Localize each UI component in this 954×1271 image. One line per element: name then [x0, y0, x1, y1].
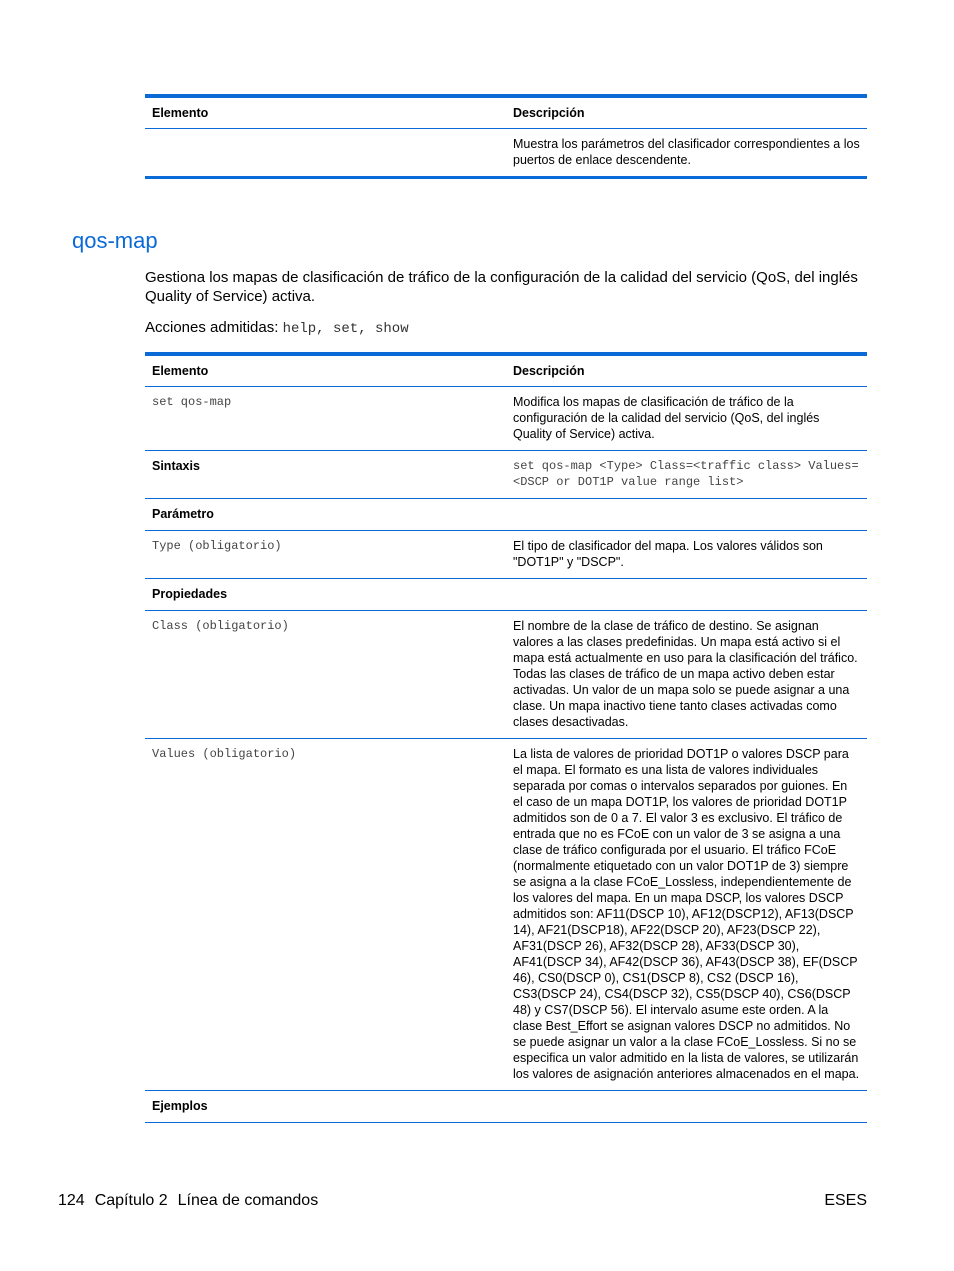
header-descripcion: Descripción: [506, 354, 867, 387]
table-header-row: [145, 354, 867, 387]
table-row-values: [145, 739, 867, 1091]
chapter-title: Línea de comandos: [177, 1192, 319, 1209]
page-footer-left: [58, 1192, 328, 1210]
cell-description: El nombre de la clase de tráfico de destino. Se asignan valores a las clases predefinidas. Un mapa está activo si el mapa está actualmente en uso para la clasificación del tráfico. Todas las clases de tráfico de un mapa activo deben estar activadas. Un valor de un mapa solo se puede asignar a una clase. Un mapa inactivo tiene tanto clases activadas como clases desactivadas.: [506, 611, 867, 739]
cell-element: Parámetro: [145, 499, 506, 531]
section-title: qos-map: [72, 228, 158, 253]
section-intro: Gestiona los mapas de clasificación de tráfico de la configuración de la calidad del servicio (QoS, del inglés Quality of Service) activa.: [145, 269, 858, 305]
table-top: [145, 94, 867, 179]
cell-element: Class (obligatorio): [145, 611, 506, 739]
cell-description: El tipo de clasificador del mapa. Los valores válidos son "DOT1P" y "DSCP".: [506, 531, 867, 579]
table-qos-map: [145, 352, 867, 1123]
chapter-label: Capítulo 2: [94, 1192, 168, 1209]
supported-actions: [145, 319, 409, 337]
cell-element: Ejemplos: [145, 1091, 506, 1123]
cell-description: [506, 579, 867, 611]
cell-description: Modifica los mapas de clasificación de tráfico de la configuración de la calidad del servicio (QoS, del inglés Quality of Service) activa.: [506, 387, 867, 451]
cell-element: [145, 129, 506, 178]
cell-element: Values (obligatorio): [145, 739, 506, 1091]
header-descripcion: Descripción: [506, 96, 867, 129]
table-row: [145, 129, 867, 178]
cell-syntax: set qos-map <Type> Class=<traffic class> Values=<DSCP or DOT1P value range list>: [506, 451, 867, 499]
cell-element: Propiedades: [145, 579, 506, 611]
cell-description: [506, 1091, 867, 1123]
table-row-parametro: [145, 499, 867, 531]
table-row-ejemplos: [145, 1091, 867, 1123]
cell-element: Sintaxis: [145, 451, 506, 499]
table-header-row: [145, 96, 867, 129]
header-elemento: Elemento: [145, 96, 506, 129]
page-number: 124: [58, 1192, 85, 1209]
actions-code: help, set, show: [282, 321, 409, 337]
table-row-sintaxis: [145, 451, 867, 499]
table-row-type: [145, 531, 867, 579]
table-row-class: [145, 611, 867, 739]
cell-description: [506, 499, 867, 531]
cell-description: La lista de valores de prioridad DOT1P o valores DSCP para el mapa. El formato es una lista de valores individuales separada por comas o intervalos separados por guiones. En el caso de un mapa DOT1P, los valores de prioridad DOT1P admitidos son de 0 a 7. El valor 3 es exclusivo. El tráfico de entrada que no es FCoE con un valor de 3 se asigna a una clase de tráfico configurada por el usuario. El tráfico FCoE (normalmente etiquetado con un valor DOT1P de 3) siempre se asigna a la clase FCoE_Lossless, independientemente de los valores del mapa. En un mapa DSCP, los valores DSCP admitidos son: AF11(DSCP 10), AF12(DSCP12), AF13(DSCP 14), AF21(DSCP18), AF22(DSCP 20), AF23(DSCP 22), AF31(DSCP 26), AF32(DSCP 28), AF33(DSCP 30), AF41(DSCP 34), AF42(DSCP 36), AF43(DSCP 38), EF(DSCP 46), CS0(DSCP 0), CS1(DSCP 8), CS2 (DSCP 16), CS3(DSCP 24), CS4(DSCP 32), CS5(DSCP 40), CS6(DSCP 48) y CS7(DSCP 56). El intervalo asume este orden. A la clase Best_Effort se asignan valores DSCP no admitidos. No se puede asignar un valor a la clase FCoE_Lossless. Si no se especifica un valor admitido en la lista de valores, se utilizarán los valores de asignación anteriores almacenados en el mapa.: [506, 739, 867, 1091]
cell-element: set qos-map: [145, 387, 506, 451]
cell-description: Muestra los parámetros del clasificador correspondientes a los puertos de enlace descendente.: [506, 129, 867, 178]
table-row-propiedades: [145, 579, 867, 611]
cell-element: Type (obligatorio): [145, 531, 506, 579]
actions-separator: :: [274, 319, 283, 336]
table-row-set-qos-map: [145, 387, 867, 451]
footer-locale: ESES: [824, 1192, 867, 1209]
header-elemento: Elemento: [145, 354, 506, 387]
actions-label: Acciones admitidas: [145, 319, 275, 336]
